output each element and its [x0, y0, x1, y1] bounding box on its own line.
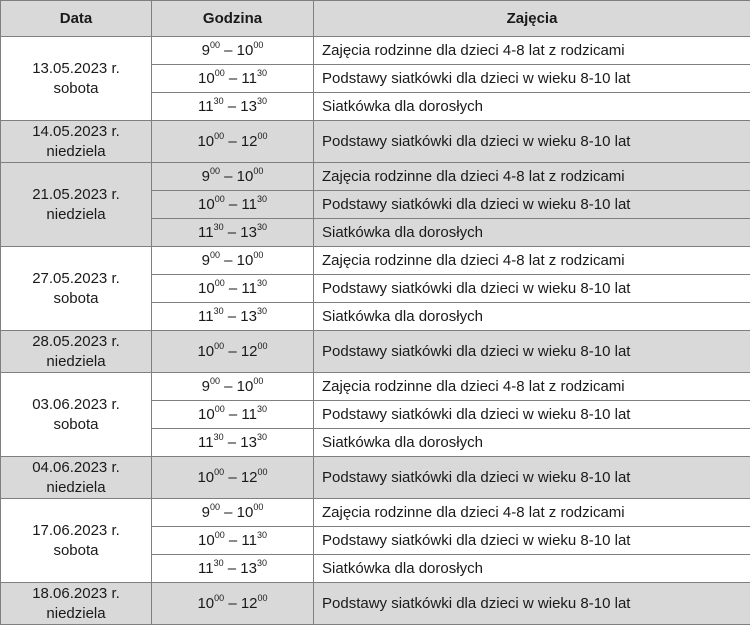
activity-cell: Podstawy siatkówki dla dzieci w wieku 8-10 lat	[314, 65, 750, 93]
date-text: 28.05.2023 r.	[32, 332, 120, 350]
activity-cell: Podstawy siatkówki dla dzieci w wieku 8-10 lat	[314, 583, 750, 625]
date-cell	[1, 331, 152, 373]
end-minutes: 30	[256, 67, 267, 78]
end-hour: 13	[240, 223, 257, 241]
end-minutes: 30	[256, 305, 267, 316]
start-minutes: 00	[214, 529, 225, 540]
time-cell	[152, 583, 314, 625]
activity-cell: Podstawy siatkówki dla dzieci w wieku 8-10 lat	[314, 527, 750, 555]
end-hour: 13	[240, 307, 257, 325]
time-cell	[152, 429, 314, 457]
time-cell	[152, 93, 314, 121]
start-hour: 10	[198, 405, 215, 423]
activity-cell: Zajęcia rodzinne dla dzieci 4-8 lat z rodzicami	[314, 37, 750, 65]
weekday-text: sobota	[53, 79, 99, 97]
header-date: Data	[1, 1, 152, 37]
end-minutes: 00	[257, 340, 268, 351]
time-cell	[152, 37, 314, 65]
start-hour: 9	[201, 377, 210, 395]
start-hour: 11	[198, 307, 214, 325]
time-cell	[152, 373, 314, 401]
time-separator: –	[219, 41, 237, 59]
end-minutes: 30	[256, 403, 267, 414]
end-hour: 13	[240, 433, 257, 451]
start-minutes: 00	[214, 277, 225, 288]
time-cell	[152, 401, 314, 429]
start-hour: 9	[201, 167, 210, 185]
time-cell	[152, 331, 314, 373]
date-cell	[1, 247, 152, 331]
start-hour: 10	[197, 594, 215, 612]
time-separator: –	[224, 594, 241, 612]
start-minutes: 30	[213, 305, 224, 316]
time-separator: –	[223, 559, 241, 577]
time-separator: –	[223, 223, 241, 241]
end-minutes: 30	[256, 529, 267, 540]
weekday-text: sobota	[53, 541, 99, 559]
time-cell	[152, 121, 314, 163]
start-hour: 10	[198, 279, 215, 297]
start-minutes: 30	[213, 221, 224, 232]
weekday-text: niedziela	[46, 142, 106, 160]
end-minutes: 00	[257, 592, 268, 603]
end-hour: 11	[241, 279, 257, 297]
time-separator: –	[224, 279, 242, 297]
date-cell	[1, 37, 152, 121]
end-minutes: 00	[253, 249, 264, 260]
start-minutes: 30	[213, 557, 224, 568]
time-separator: –	[223, 97, 241, 115]
start-minutes: 00	[209, 249, 220, 260]
start-hour: 10	[197, 468, 215, 486]
end-hour: 11	[241, 531, 257, 549]
date-cell	[1, 583, 152, 625]
date-cell	[1, 163, 152, 247]
end-minutes: 30	[256, 277, 267, 288]
time-cell	[152, 219, 314, 247]
start-hour: 10	[197, 342, 215, 360]
time-separator: –	[219, 503, 237, 521]
end-hour: 11	[241, 69, 257, 87]
start-minutes: 00	[214, 466, 225, 477]
start-minutes: 00	[209, 375, 220, 386]
table-row	[1, 457, 750, 499]
end-hour: 10	[236, 41, 254, 59]
time-separator: –	[219, 167, 237, 185]
end-hour: 11	[241, 195, 257, 213]
activity-cell: Siatkówka dla dorosłych	[314, 303, 750, 331]
activity-cell: Podstawy siatkówki dla dzieci w wieku 8-10 lat	[314, 401, 750, 429]
weekday-text: sobota	[53, 415, 99, 433]
end-minutes: 30	[256, 95, 267, 106]
time-separator: –	[224, 132, 241, 150]
end-minutes: 30	[256, 431, 267, 442]
time-separator: –	[219, 251, 237, 269]
end-minutes: 00	[257, 130, 268, 141]
end-minutes: 00	[257, 466, 268, 477]
start-hour: 10	[197, 132, 215, 150]
end-minutes: 30	[256, 193, 267, 204]
start-minutes: 30	[213, 431, 224, 442]
activity-cell: Zajęcia rodzinne dla dzieci 4-8 lat z rodzicami	[314, 163, 750, 191]
start-hour: 11	[198, 223, 214, 241]
activity-cell: Zajęcia rodzinne dla dzieci 4-8 lat z rodzicami	[314, 499, 750, 527]
activity-cell: Zajęcia rodzinne dla dzieci 4-8 lat z rodzicami	[314, 373, 750, 401]
start-hour: 9	[201, 251, 210, 269]
end-minutes: 30	[256, 557, 267, 568]
time-separator: –	[224, 531, 242, 549]
start-minutes: 00	[214, 340, 225, 351]
date-text: 21.05.2023 r.	[32, 185, 120, 203]
end-hour: 12	[240, 468, 258, 486]
time-cell	[152, 527, 314, 555]
start-hour: 10	[198, 69, 215, 87]
time-cell	[152, 555, 314, 583]
time-separator: –	[224, 195, 242, 213]
end-minutes: 30	[256, 221, 267, 232]
time-cell	[152, 247, 314, 275]
date-text: 13.05.2023 r.	[32, 59, 120, 77]
weekday-text: niedziela	[46, 478, 106, 496]
end-hour: 11	[241, 405, 257, 423]
activity-cell: Podstawy siatkówki dla dzieci w wieku 8-10 lat	[314, 121, 750, 163]
time-cell	[152, 163, 314, 191]
start-minutes: 00	[214, 67, 225, 78]
start-minutes: 00	[214, 130, 225, 141]
activity-cell: Siatkówka dla dorosłych	[314, 93, 750, 121]
time-separator: –	[224, 342, 241, 360]
date-cell	[1, 121, 152, 163]
table-row	[1, 583, 750, 625]
date-text: 27.05.2023 r.	[32, 269, 120, 287]
weekday-text: niedziela	[46, 604, 106, 622]
date-cell	[1, 499, 152, 583]
schedule-body	[1, 37, 750, 625]
time-cell	[152, 499, 314, 527]
time-cell	[152, 303, 314, 331]
header-row	[1, 1, 750, 37]
time-separator: –	[219, 377, 237, 395]
date-text: 04.06.2023 r.	[32, 458, 120, 476]
table-row	[1, 499, 750, 527]
end-hour: 10	[236, 503, 254, 521]
table-row	[1, 121, 750, 163]
start-minutes: 00	[214, 193, 225, 204]
activity-cell: Podstawy siatkówki dla dzieci w wieku 8-10 lat	[314, 331, 750, 373]
end-minutes: 00	[253, 375, 264, 386]
weekday-text: niedziela	[46, 352, 106, 370]
time-cell	[152, 275, 314, 303]
date-text: 03.06.2023 r.	[32, 395, 120, 413]
end-hour: 10	[236, 251, 254, 269]
activity-cell: Siatkówka dla dorosłych	[314, 555, 750, 583]
date-text: 17.06.2023 r.	[32, 521, 120, 539]
table-row	[1, 247, 750, 275]
end-hour: 13	[240, 97, 257, 115]
end-minutes: 00	[253, 165, 264, 176]
time-separator: –	[224, 468, 241, 486]
start-hour: 9	[201, 41, 210, 59]
start-hour: 10	[198, 195, 215, 213]
table-row	[1, 373, 750, 401]
date-cell	[1, 457, 152, 499]
start-minutes: 00	[209, 165, 220, 176]
end-hour: 12	[240, 132, 258, 150]
end-minutes: 00	[253, 501, 264, 512]
start-hour: 10	[198, 531, 215, 549]
activity-cell: Siatkówka dla dorosłych	[314, 219, 750, 247]
start-minutes: 00	[209, 39, 220, 50]
start-hour: 11	[198, 559, 214, 577]
end-hour: 12	[240, 594, 258, 612]
activity-cell: Podstawy siatkówki dla dzieci w wieku 8-10 lat	[314, 457, 750, 499]
weekday-text: sobota	[53, 289, 99, 307]
time-cell	[152, 65, 314, 93]
activity-cell: Podstawy siatkówki dla dzieci w wieku 8-10 lat	[314, 275, 750, 303]
start-minutes: 00	[214, 592, 225, 603]
start-minutes: 00	[214, 403, 225, 414]
activity-cell: Podstawy siatkówki dla dzieci w wieku 8-10 lat	[314, 191, 750, 219]
date-text: 18.06.2023 r.	[32, 584, 120, 602]
start-minutes: 00	[209, 501, 220, 512]
date-cell	[1, 373, 152, 457]
header-time: Godzina	[152, 1, 314, 37]
activity-cell: Siatkówka dla dorosłych	[314, 429, 750, 457]
header-activity: Zajęcia	[314, 1, 750, 37]
date-text: 14.05.2023 r.	[32, 122, 120, 140]
time-cell	[152, 191, 314, 219]
end-hour: 10	[236, 167, 254, 185]
time-separator: –	[224, 405, 242, 423]
activity-cell: Zajęcia rodzinne dla dzieci 4-8 lat z rodzicami	[314, 247, 750, 275]
time-separator: –	[223, 307, 241, 325]
end-hour: 13	[240, 559, 257, 577]
table-row	[1, 331, 750, 373]
end-hour: 12	[240, 342, 258, 360]
start-minutes: 30	[213, 95, 224, 106]
end-minutes: 00	[253, 39, 264, 50]
start-hour: 11	[198, 433, 214, 451]
weekday-text: niedziela	[46, 205, 106, 223]
time-cell	[152, 457, 314, 499]
start-hour: 9	[201, 503, 210, 521]
table-row	[1, 37, 750, 65]
time-separator: –	[223, 433, 241, 451]
start-hour: 11	[198, 97, 214, 115]
time-separator: –	[224, 69, 242, 87]
table-row	[1, 163, 750, 191]
end-hour: 10	[236, 377, 254, 395]
